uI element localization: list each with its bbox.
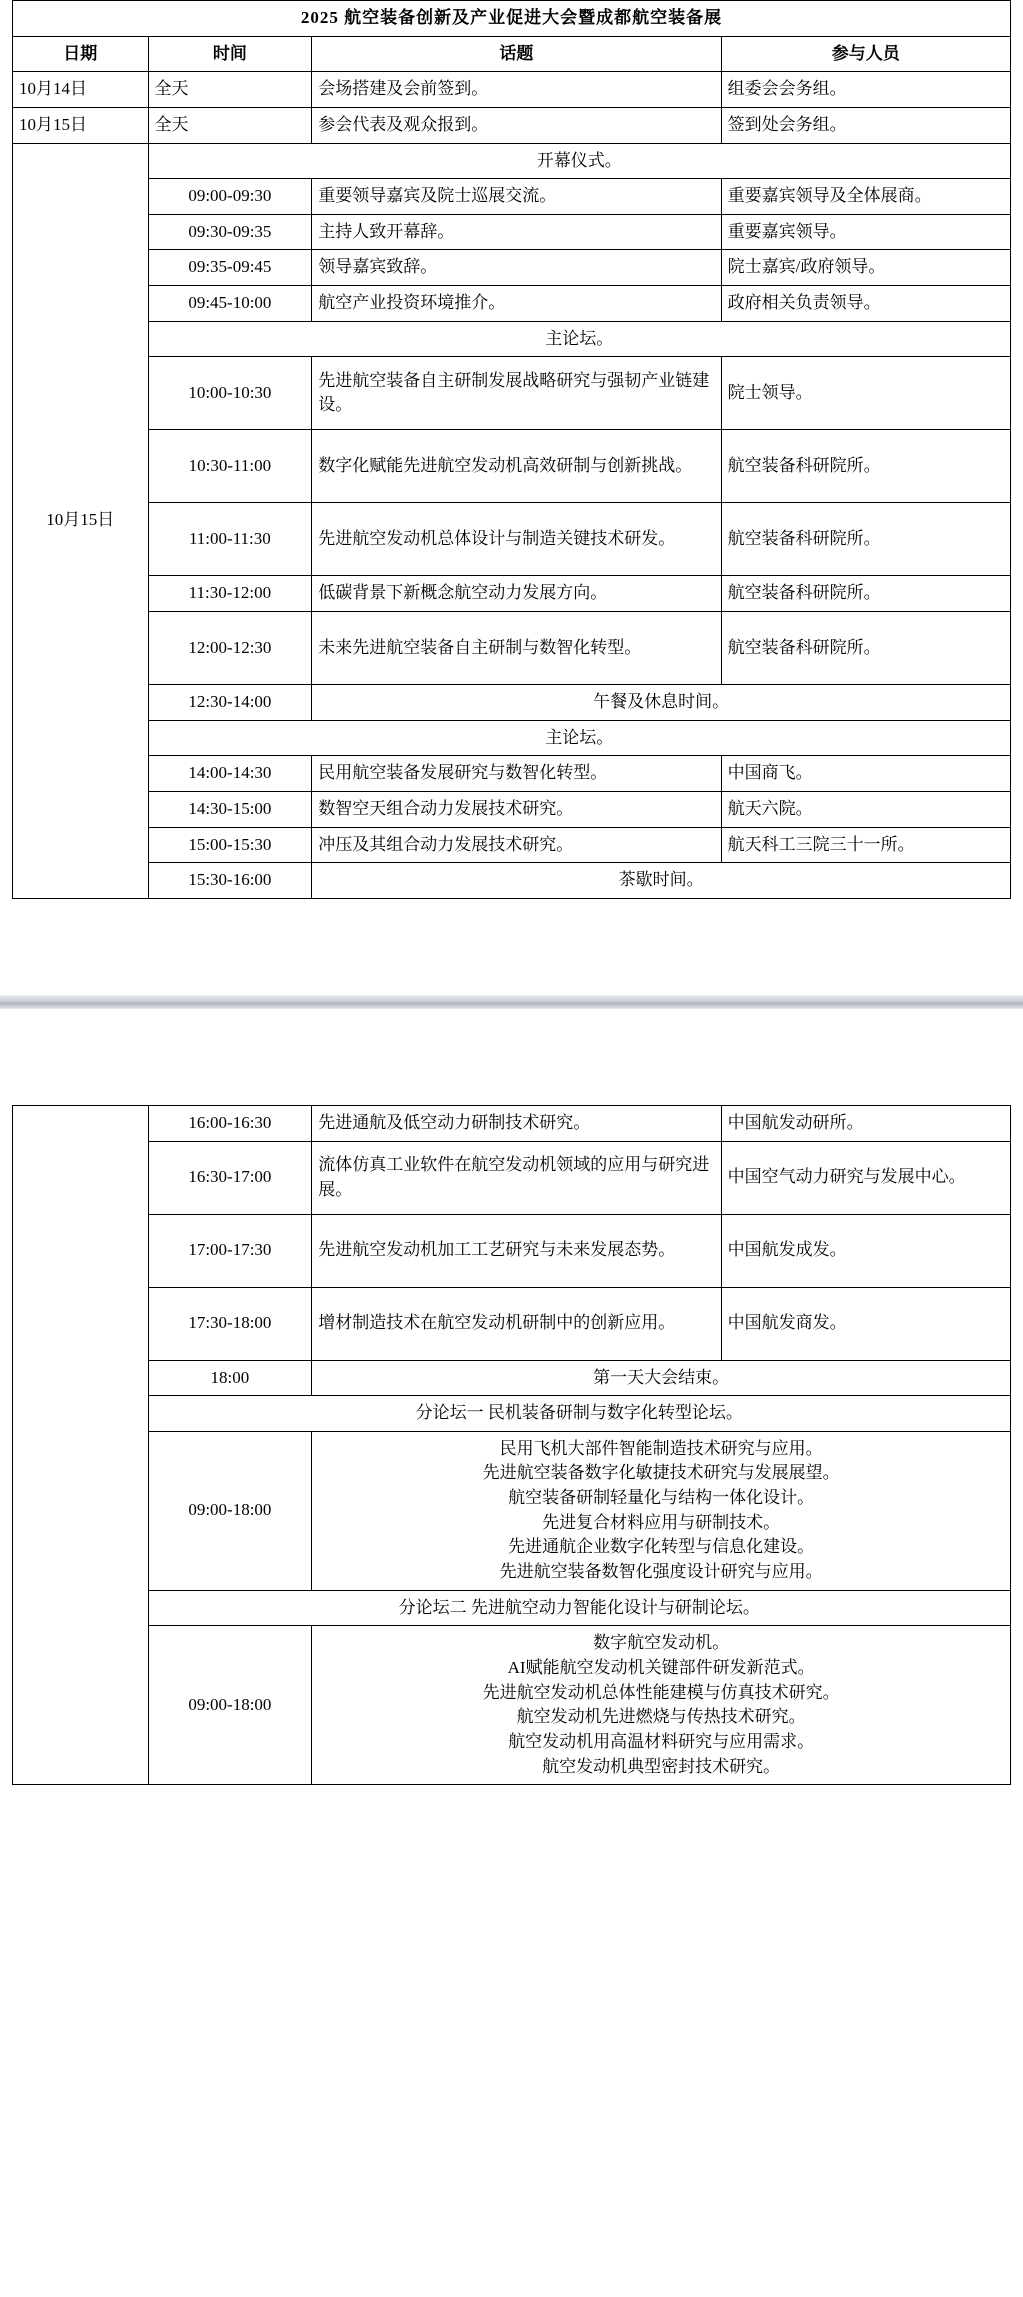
cell-time: 15:00-15:30: [148, 827, 312, 863]
cell-people: 院士领导。: [721, 357, 1010, 430]
table-row: [13, 1141, 1011, 1214]
forum1-title-row: [13, 1396, 1011, 1432]
column-header-date: 日期: [13, 36, 149, 72]
forum2-title-row: [13, 1590, 1011, 1626]
cell-time: 10:30-11:00: [148, 430, 312, 503]
page-two: [0, 1105, 1023, 1785]
section-main-forum-row: [13, 321, 1011, 357]
section-title-forum-1: 分论坛一 民机装备研制与数字化转型论坛。: [148, 1396, 1011, 1432]
cell-time: 10:00-10:30: [148, 357, 312, 430]
page-one: [0, 0, 1023, 899]
cell-people: 重要嘉宾领导及全体展商。: [721, 179, 1010, 215]
cell-people: 中国航发商发。: [721, 1287, 1010, 1360]
section-title-opening: 开幕仪式。: [148, 143, 1011, 179]
cell-time: 14:00-14:30: [148, 756, 312, 792]
cell-time: 09:35-09:45: [148, 250, 312, 286]
table-row: [13, 72, 1011, 108]
cell-time-tea: 15:30-16:00: [148, 863, 312, 899]
list-item: AI赋能航空发动机关键部件研发新范式。: [507, 1657, 815, 1677]
cell-topic: 增材制造技术在航空发动机研制中的创新应用。: [312, 1287, 721, 1360]
cell-time: 11:00-11:30: [148, 503, 312, 576]
table-row: [13, 576, 1011, 612]
cell-topic: 会场搭建及会前签到。: [312, 72, 721, 108]
cell-time: 全天: [148, 107, 312, 143]
cell-topic: 重要领导嘉宾及院士巡展交流。: [312, 179, 721, 215]
list-item: 先进通航企业数字化转型与信息化建设。: [508, 1537, 815, 1557]
table-row: [13, 357, 1011, 430]
table-header-row: [13, 36, 1011, 72]
cell-people: 航天六院。: [721, 791, 1010, 827]
cell-date-continued: [13, 1105, 149, 1784]
list-item: 航空装备研制轻量化与结构一体化设计。: [508, 1488, 815, 1508]
cell-topic: 参会代表及观众报到。: [312, 107, 721, 143]
cell-time-lunch: 12:30-14:00: [148, 685, 312, 721]
table-row: [13, 1214, 1011, 1287]
cell-time-forum-2: 09:00-18:00: [148, 1626, 312, 1785]
cell-people: 院士嘉宾/政府领导。: [721, 250, 1010, 286]
cell-topic: 主持人致开幕辞。: [312, 214, 721, 250]
table-row: [13, 827, 1011, 863]
list-item: 航空发动机用高温材料研究与应用需求。: [508, 1731, 815, 1751]
cell-topic: 领导嘉宾致辞。: [312, 250, 721, 286]
cell-people: 中国空气动力研究与发展中心。: [721, 1141, 1010, 1214]
section-title-main-forum-1: 主论坛。: [148, 321, 1011, 357]
list-item: 航空发动机典型密封技术研究。: [542, 1756, 781, 1776]
list-item: 航空发动机先进燃烧与传热技术研究。: [516, 1707, 806, 1727]
table-row: [13, 756, 1011, 792]
cell-time: 09:45-10:00: [148, 286, 312, 322]
cell-people: 重要嘉宾领导。: [721, 214, 1010, 250]
table-row: [13, 430, 1011, 503]
page-separator: [0, 995, 1023, 1009]
table-row: [13, 1105, 1011, 1141]
cell-topic: 航空产业投资环境推介。: [312, 286, 721, 322]
title-row: [13, 1, 1011, 37]
cell-people: 中国商飞。: [721, 756, 1010, 792]
list-item: 数字航空发动机。: [593, 1633, 730, 1653]
lunch-row: [13, 685, 1011, 721]
forum-2-topic-list: [312, 1626, 1011, 1785]
cell-people: 航空装备科研院所。: [721, 576, 1010, 612]
cell-topic: 民用航空装备发展研究与数智化转型。: [312, 756, 721, 792]
cell-time: 17:30-18:00: [148, 1287, 312, 1360]
forum-1-topic-list: [312, 1431, 1011, 1590]
cell-end-text: 第一天大会结束。: [312, 1360, 1011, 1396]
table-row: [13, 286, 1011, 322]
table-row: [13, 179, 1011, 215]
agenda-table-page2: [12, 1105, 1011, 1785]
cell-tea-text: 茶歇时间。: [312, 863, 1011, 899]
section-opening-ceremony-row: [13, 143, 1011, 179]
agenda-table-page1: [12, 0, 1011, 899]
column-header-topic: 话题: [312, 36, 721, 72]
table-row: [13, 612, 1011, 685]
cell-topic: 数智空天组合动力发展技术研究。: [312, 791, 721, 827]
cell-time: 14:30-15:00: [148, 791, 312, 827]
tea-break-row: [13, 863, 1011, 899]
cell-time: 17:00-17:30: [148, 1214, 312, 1287]
list-item: 先进航空装备数字化敏捷技术研究与发展展望。: [482, 1463, 840, 1483]
cell-time: 09:30-09:35: [148, 214, 312, 250]
cell-people: 航空装备科研院所。: [721, 503, 1010, 576]
cell-topic: 先进航空发动机加工工艺研究与未来发展态势。: [312, 1214, 721, 1287]
cell-people: 中国航发成发。: [721, 1214, 1010, 1287]
cell-date: 10月15日: [13, 107, 149, 143]
cell-date-day2: 10月15日: [13, 143, 149, 898]
list-item: 先进航空发动机总体性能建模与仿真技术研究。: [482, 1682, 840, 1702]
cell-people: 政府相关负责领导。: [721, 286, 1010, 322]
column-header-people: 参与人员: [721, 36, 1010, 72]
list-item: 先进复合材料应用与研制技术。: [542, 1512, 781, 1532]
cell-topic: 未来先进航空装备自主研制与数智化转型。: [312, 612, 721, 685]
cell-people: 航空装备科研院所。: [721, 612, 1010, 685]
day-end-row: [13, 1360, 1011, 1396]
section-title-forum-2: 分论坛二 先进航空动力智能化设计与研制论坛。: [148, 1590, 1011, 1626]
cell-topic: 先进航空发动机总体设计与制造关键技术研发。: [312, 503, 721, 576]
cell-people: 签到处会务组。: [721, 107, 1010, 143]
cell-date: 10月14日: [13, 72, 149, 108]
cell-time-end: 18:00: [148, 1360, 312, 1396]
cell-time-forum-1: 09:00-18:00: [148, 1431, 312, 1590]
cell-topic: 低碳背景下新概念航空动力发展方向。: [312, 576, 721, 612]
cell-time: 16:30-17:00: [148, 1141, 312, 1214]
cell-time: 09:00-09:30: [148, 179, 312, 215]
cell-time: 12:00-12:30: [148, 612, 312, 685]
document-title: 2025 航空装备创新及产业促进大会暨成都航空装备展: [13, 1, 1011, 37]
page-bottom-whitespace: [0, 899, 1023, 995]
cell-time: 11:30-12:00: [148, 576, 312, 612]
column-header-time: 时间: [148, 36, 312, 72]
forum1-content-row: [13, 1431, 1011, 1590]
cell-time: 全天: [148, 72, 312, 108]
section-title-main-forum-2: 主论坛。: [148, 720, 1011, 756]
table-row: [13, 791, 1011, 827]
cell-lunch-text: 午餐及休息时间。: [312, 685, 1011, 721]
section-main-forum-2-row: [13, 720, 1011, 756]
cell-topic: 先进通航及低空动力研制技术研究。: [312, 1105, 721, 1141]
cell-people: 航天科工三院三十一所。: [721, 827, 1010, 863]
cell-topic: 冲压及其组合动力发展技术研究。: [312, 827, 721, 863]
cell-people: 组委会会务组。: [721, 72, 1010, 108]
cell-time: 16:00-16:30: [148, 1105, 312, 1141]
list-item: 先进航空装备数智化强度设计研究与应用。: [499, 1562, 823, 1582]
list-item: 民用飞机大部件智能制造技术研究与应用。: [499, 1438, 823, 1458]
cell-people: 中国航发动研所。: [721, 1105, 1010, 1141]
forum2-content-row: [13, 1626, 1011, 1785]
cell-people: 航空装备科研院所。: [721, 430, 1010, 503]
page-top-whitespace: [0, 1009, 1023, 1105]
table-row: [13, 107, 1011, 143]
cell-topic: 数字化赋能先进航空发动机高效研制与创新挑战。: [312, 430, 721, 503]
cell-topic: 先进航空装备自主研制发展战略研究与强韧产业链建设。: [312, 357, 721, 430]
table-row: [13, 250, 1011, 286]
table-row: [13, 1287, 1011, 1360]
table-row: [13, 214, 1011, 250]
cell-topic: 流体仿真工业软件在航空发动机领域的应用与研究进展。: [312, 1141, 721, 1214]
table-row: [13, 503, 1011, 576]
